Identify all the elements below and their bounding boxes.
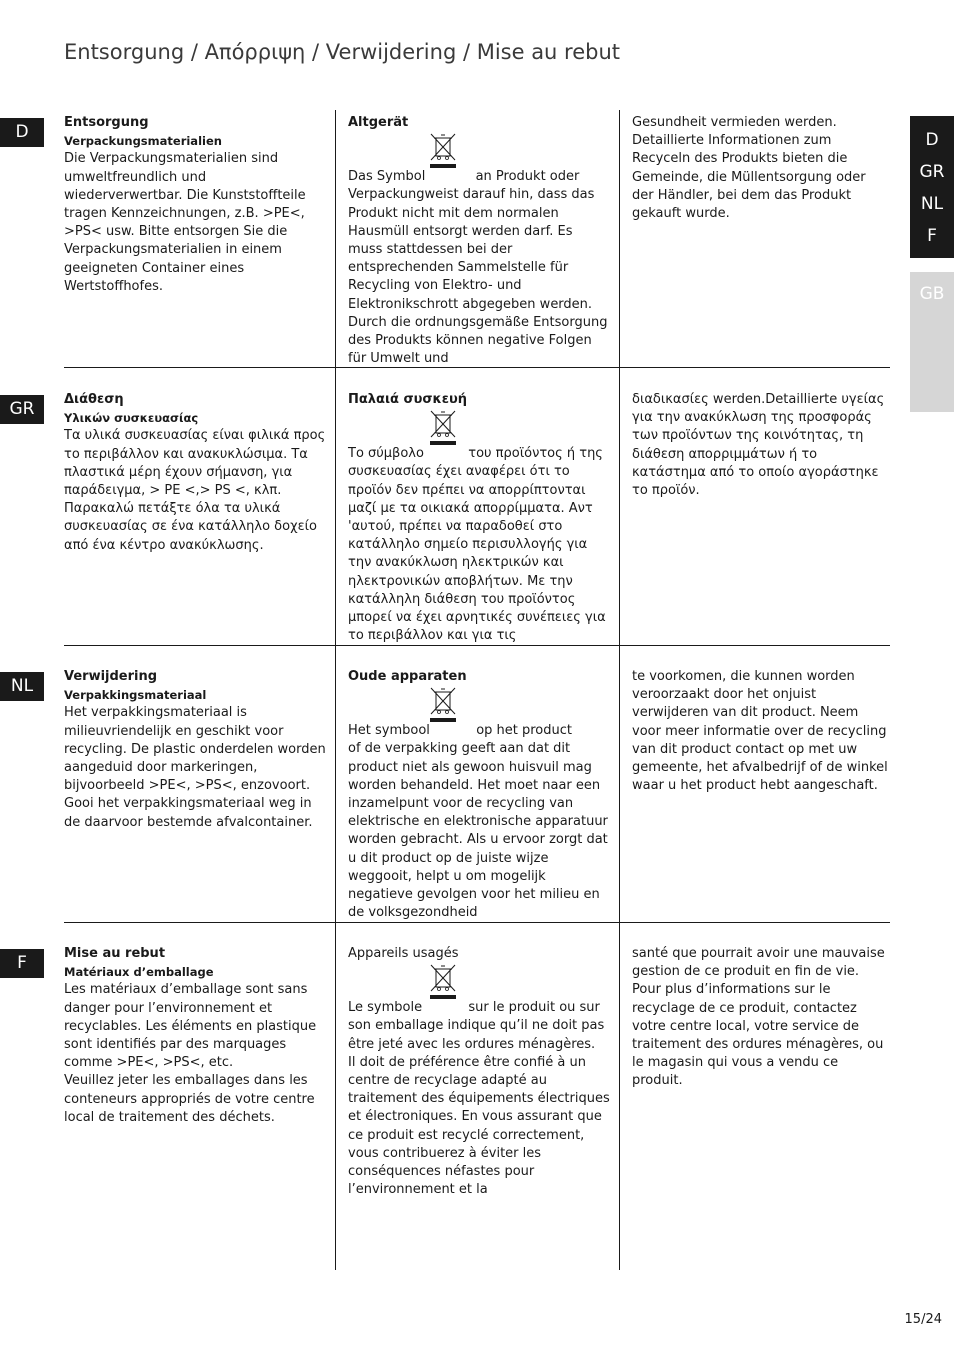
section-subheading: Matériaux d’emballage xyxy=(64,965,214,980)
column-heading: Appareils usagés xyxy=(348,946,459,961)
old-appliance-column xyxy=(348,391,610,645)
old-appliance-column xyxy=(348,945,610,1199)
section-subheading: Verpakkingsmateriaal xyxy=(64,688,207,703)
old-appliance-text: son emballage indique qu’il ne doit pas être jeté avec les ordures ménagères. xyxy=(348,1018,605,1052)
column-heading: Παλαιά συσκευή xyxy=(348,392,468,407)
crossed-bin-icon xyxy=(428,963,458,999)
symbol-text-before: Το σύμβολο xyxy=(348,446,424,462)
symbol-text-after: an Produkt oder xyxy=(475,169,580,185)
old-appliance-text: συσκευασίας έχει αναφέρει ότι το προϊόν δεν πρέπει να απορρίπτονται μαζί με τα οικιακά απορρίμματα. Αντ 'αυτού, πρέπει να παραδοθεί στο κατάλληλο σημείο περισυλλογής για την ανακύκλωση ηλεκτρικών και ηλεκτρονικών αποβλήτων. Με την κατάλληλη διάθεση του προϊόντος μπορεί να έχει αρνητικές συνέπειες για το περιβάλλον και για τις xyxy=(348,464,606,644)
symbol-text-before: Das Symbol xyxy=(348,169,426,185)
section-heading: Mise au rebut xyxy=(64,946,166,961)
symbol-text-after: sur le produit ou sur xyxy=(468,1000,600,1016)
old-appliance-column xyxy=(348,114,610,368)
lang-nav-d[interactable]: D xyxy=(925,130,939,150)
section-heading: Entsorgung xyxy=(64,115,149,130)
continuation-column xyxy=(632,668,888,795)
section-subheading: Υλικών συσκευασίας xyxy=(64,411,199,426)
symbol-row xyxy=(348,409,610,445)
packaging-text: Het verpakkingsmateriaal is milieuvriendelijk en geschikt voor recycling. De plastic onderdelen worden aangeduid door markeringen, bijvoorbeeld >PE<, >PS<, enzovoort. Gooi het verpakkingsmateriaal weg in de daarvoor bestemde afvalcontainer. xyxy=(64,705,326,830)
continuation-column xyxy=(632,114,888,223)
packaging-column xyxy=(64,945,326,1127)
lang-badge-nl: NL xyxy=(0,672,44,701)
packaging-column xyxy=(64,391,326,555)
crossed-bin-icon xyxy=(428,132,458,168)
lang-nav-gr[interactable]: GR xyxy=(919,162,945,182)
continuation-text: santé que pourrait avoir une mauvaise gestion de ce produit en fin de vie. Pour plus d’informations sur le recyclage de ce produit, contactez votre centre local, votre service de traitement des ordures ménagères, ou le magasin qui vous a vendu ce produit. xyxy=(632,946,885,1089)
lang-badge-d: D xyxy=(0,118,44,147)
continuation-text: te voorkomen, die kunnen worden veroorzaakt door het onjuist verwijderen van dit product. Neem voor meer informatie over de recycling van dit product contact op met uw gemeente, het afvalbedrijf of de winkel waar u het product hebt aangeschaft. xyxy=(632,669,888,794)
language-nav xyxy=(910,116,954,258)
section-heading: Verwijdering xyxy=(64,669,158,684)
column-divider xyxy=(619,110,620,1270)
column-heading: Altgerät xyxy=(348,115,409,130)
symbol-row xyxy=(348,686,610,722)
old-appliance-text: of de verpakking geeft aan dat dit product niet als gewoon huisvuil mag worden behandeld. Het moet naar een inzamelpunt voor de recycling van elektrische en elektronische apparatuur worden gebracht. Als u ervoor zorgt dat u dit product op de juiste wijze weggooit, helpt u om mogelijk negatieve gevolgen voor het milieu en de volksgezondheid xyxy=(348,741,608,921)
lang-nav-f[interactable]: F xyxy=(927,226,937,246)
symbol-text-before: Het symbool xyxy=(348,723,430,739)
lang-badge-f: F xyxy=(0,949,44,978)
old-appliance-text-2: Il doit de préférence être confié à un centre de recyclage adapté au traitement des équipements électriques et électroniques. En vous assurant que ce produit est recyclé correctement, vous contribuerez à éviter les conséquences néfastes pour l’environnement et la xyxy=(348,1054,610,1198)
column-divider xyxy=(335,110,336,1270)
symbol-row xyxy=(348,132,610,168)
packaging-text-2: Veuillez jeter les emballages dans les conteneurs appropriés de votre centre local de traitement des déchets. xyxy=(64,1073,315,1125)
continuation-column xyxy=(632,391,888,500)
page-number: 15/24 xyxy=(904,1312,942,1327)
old-appliance-text: Verpackungweist darauf hin, dass das Produkt nicht mit dem normalen Hausmüll entsorgt werden darf. Es muss stattdessen bei der entsprechenden Sammelstelle für Recycling von Elektro- und Elektronikschrott abgegeben werden. Durch die ordnungsgemäße Entsorgung des Produkts können negative Folgen für Umwelt und xyxy=(348,187,608,367)
symbol-text-after: του προϊόντος ή της xyxy=(468,446,603,462)
packaging-column xyxy=(64,668,326,832)
section-heading: Διάθεση xyxy=(64,392,124,407)
lang-nav-gb-tab[interactable] xyxy=(910,272,954,412)
symbol-row xyxy=(348,963,610,999)
continuation-column xyxy=(632,945,888,1091)
symbol-text-after: op het product xyxy=(476,723,572,739)
lang-nav-gb: GB xyxy=(919,284,945,304)
packaging-text: Die Verpackungsmaterialien sind umweltfreundlich und wiederverwertbar. Die Kunststoffteile tragen Kennzeichnungen, z.B. >PE<, >PS< usw. Bitte entsorgen Sie die Verpackungsmaterialien in einem geeigneten Container eines Wertstoffhofes. xyxy=(64,151,306,294)
old-appliance-column xyxy=(348,668,610,922)
page-title: Entsorgung / Απόρριψη / Verwijdering / Mise au rebut xyxy=(64,40,621,64)
continuation-text: Gesundheit vermieden werden. Detaillierte Informationen zum Recyceln des Produkts bieten die Gemeinde, die Müllentsorgung oder der Händler, bei dem das Produkt gekauft wurde. xyxy=(632,115,866,222)
crossed-bin-icon xyxy=(428,409,458,445)
packaging-text: Les matériaux d’emballage sont sans danger pour l’environnement et recyclables. Les éléments en plastique sont identifiés par des marquages comme >PE<, >PS<, etc. xyxy=(64,982,317,1071)
lang-badge-gr: GR xyxy=(0,395,44,424)
crossed-bin-icon xyxy=(428,686,458,722)
lang-nav-nl[interactable]: NL xyxy=(920,194,944,214)
column-heading: Oude apparaten xyxy=(348,669,467,684)
continuation-text: διαδικασίες werden.Detaillierte υγείας για την ανακύκλωση της προσφοράς των προϊόντων της κοινότητας, τη διάθεση απορριμμάτων ή το κατάστημα από το οποίο αγοράστηκε το προϊόν. xyxy=(632,392,885,499)
packaging-column xyxy=(64,114,326,296)
packaging-text: Τα υλικά συσκευασίας είναι φιλικά προς το περιβάλλον και ανακυκλώσιμα. Τα πλαστικά μέρη έχουν σήμανση, για παράδειγμα, > PE <,> PS <, κλπ. Παρακαλώ πετάξτε όλα τα υλικά συσκευασίας σε ένα κατάλληλο δοχείο από ένα κέντρο ανακύκλωσης. xyxy=(64,428,326,553)
symbol-text-before: Le symbole xyxy=(348,1000,423,1016)
section-subheading: Verpackungsmaterialien xyxy=(64,134,222,149)
